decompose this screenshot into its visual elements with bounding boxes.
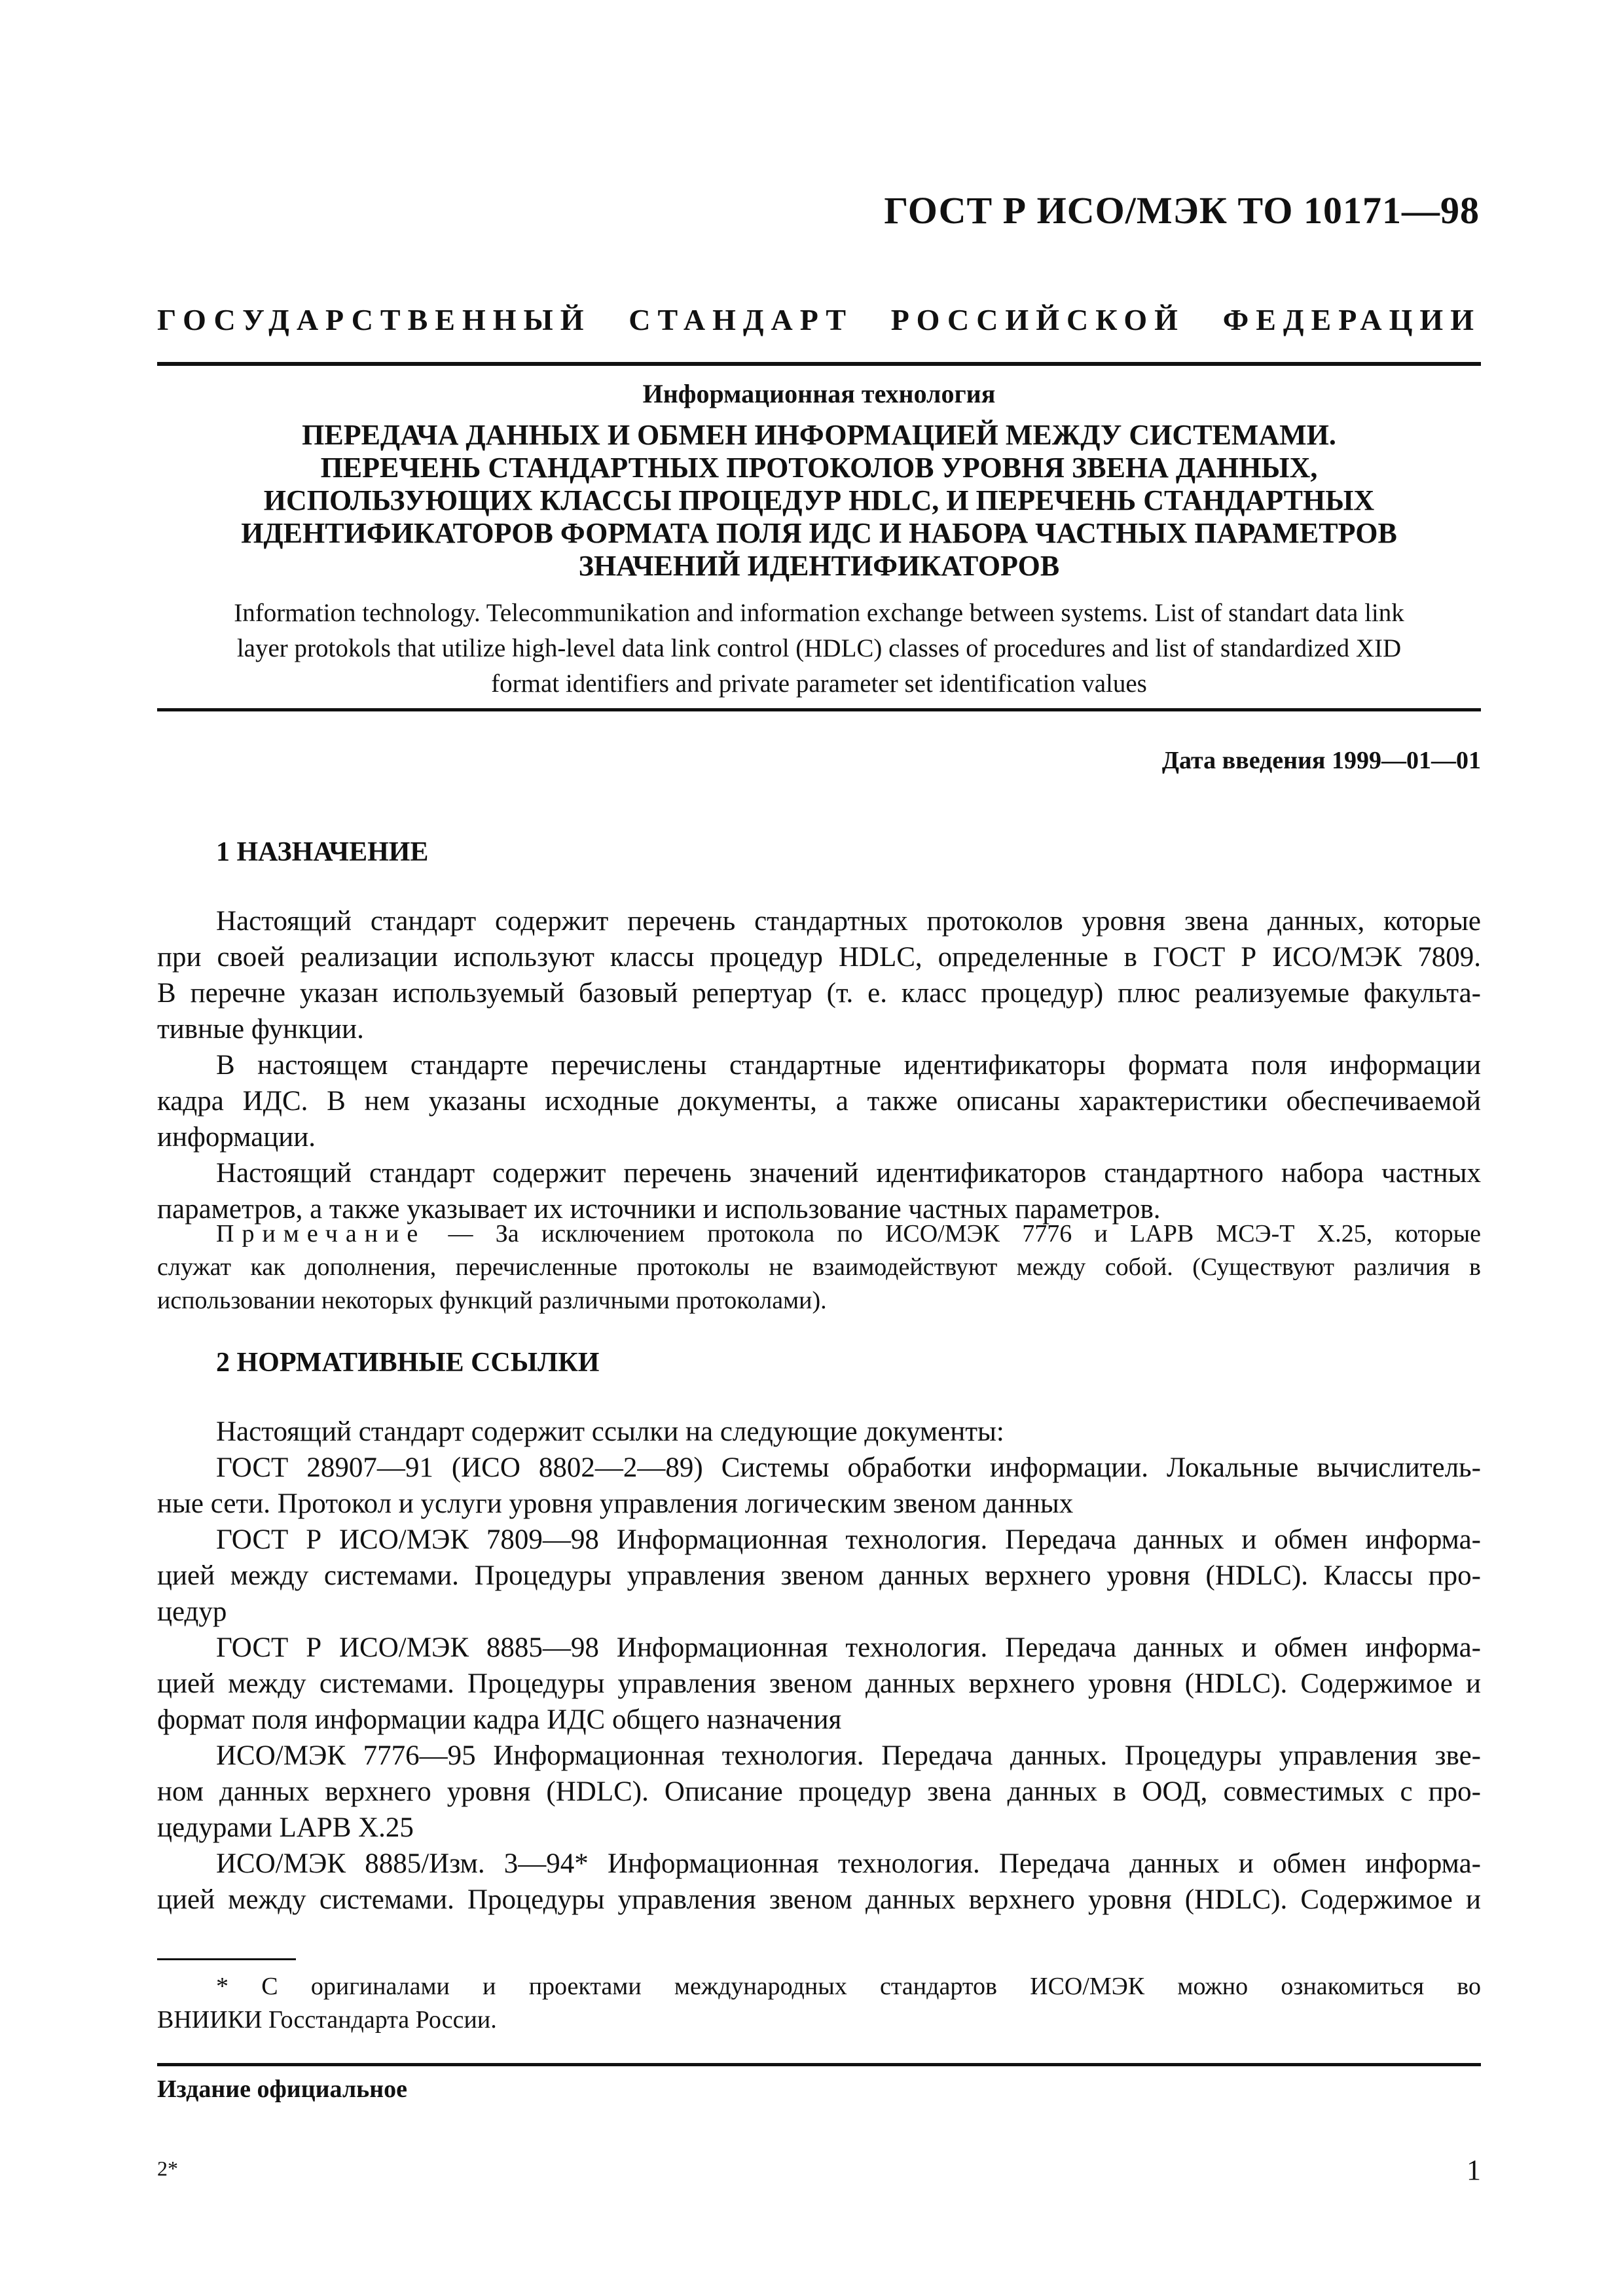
note-line: использовании некоторых функций различными протоколами).	[157, 1287, 827, 1314]
state-banner	[157, 302, 1481, 337]
text-line: информации.	[157, 1122, 316, 1153]
english-title-line: Information technology. Telecommunikation and information exchange between systems. List of standart data link	[234, 599, 1404, 627]
text-line: ИСО/МЭК 7776—95 Информационная технология. Передача данных. Процедуры управления зве-	[216, 1740, 1481, 1771]
text-line: цией между системами. Процедуры управления звеном данных верхнего уровня (HDLC). Содержимое и	[157, 1668, 1481, 1699]
text-line: формат поля информации кадра ИДС общего назначения	[157, 1704, 842, 1735]
page-number: 1	[1467, 2154, 1481, 2186]
title-line: ИДЕНТИФИКАТОРОВ ФОРМАТА ПОЛЯ ИДС И НАБОРА ЧАСТНЫХ ПАРАМЕТРОВ	[241, 517, 1397, 549]
reference-entry	[157, 1522, 1481, 1630]
text-line: ном данных верхнего уровня (HDLC). Описание процедур звена данных в ООД, совместимых с про-	[157, 1776, 1481, 1807]
header-divider	[157, 362, 1481, 366]
title-line: ПЕРЕЧЕНЬ СТАНДАРТНЫХ ПРОТОКОЛОВ УРОВНЯ ЗВЕНА ДАННЫХ,	[320, 452, 1318, 484]
note-label: Примечание	[216, 1220, 426, 1247]
title-divider	[157, 708, 1481, 711]
text-line: Настоящий стандарт содержит перечень стандартных протоколов уровня звена данных, которые	[216, 906, 1481, 937]
document-title	[157, 419, 1481, 583]
paragraph	[157, 1047, 1481, 1155]
text-line: ГОСТ 28907—91 (ИСО 8802—2—89) Системы обработки информации. Локальные вычислитель-	[216, 1452, 1481, 1483]
reference-entry	[157, 1450, 1481, 1522]
note-line: служат как дополнения, перечисленные протоколы не взаимодействуют между собой. (Существуют различия в	[157, 1253, 1481, 1281]
text-line: ГОСТ Р ИСО/МЭК 7809—98 Информационная технология. Передача данных и обмен информа-	[216, 1524, 1481, 1555]
reference-entry	[157, 1630, 1481, 1738]
english-title-line: layer protokols that utilize high-level data link control (HDLC) classes of procedures and list of standardized XID	[236, 634, 1402, 662]
section-heading: 2 НОРМАТИВНЫЕ ССЫЛКИ	[216, 1348, 600, 1378]
title-line: ПЕРЕДАЧА ДАННЫХ И ОБМЕН ИНФОРМАЦИЕЙ МЕЖДУ СИСТЕМАМИ.	[302, 419, 1336, 451]
text-line: тивные функции.	[157, 1014, 364, 1045]
english-title-line: format identifiers and private parameter set identification values	[491, 670, 1147, 698]
reference-entry	[157, 1846, 1481, 1918]
footnote-line: * С оригиналами и проектами международных стандартов ИСО/МЭК можно ознакомиться во	[216, 1973, 1481, 2000]
signature-mark: 2*	[157, 2157, 178, 2180]
note-first-line	[157, 1217, 1481, 1251]
state-banner-word: РОССИЙСКОЙ	[890, 303, 1185, 336]
state-banner-word: ГОСУДАРСТВЕННЫЙ	[157, 303, 591, 336]
text-line: ные сети. Протокол и услуги уровня управления логическим звеном данных	[157, 1488, 1074, 1519]
title-line: ЗНАЧЕНИЙ ИДЕНТИФИКАТОРОВ	[578, 550, 1060, 582]
reference-entry	[157, 1738, 1481, 1846]
text-line: ГОСТ Р ИСО/МЭК 8885—98 Информационная технология. Передача данных и обмен информа-	[216, 1632, 1481, 1663]
footnote-line: ВНИИКИ Госстандарта России.	[157, 2006, 497, 2034]
document-subject: Информационная технология	[642, 379, 996, 408]
section-heading: 1 НАЗНАЧЕНИЕ	[216, 837, 429, 867]
text-line: Настоящий стандарт содержит перечень значений идентификаторов стандартного набора частных	[216, 1158, 1481, 1189]
paragraph	[157, 1414, 1481, 1450]
text-line: параметров, а также указывает их источники и использование частных параметров.	[157, 1194, 1161, 1225]
state-banner-word: ФЕДЕРАЦИИ	[1222, 303, 1481, 336]
note-text: — За исключением протокола по ИСО/МЭК 7776 и LAPB МСЭ-Т X.25, которые	[426, 1220, 1481, 1247]
text-line: В настоящем стандарте перечислены стандартные идентификаторы формата поля информации	[216, 1050, 1481, 1081]
text-line: В перечне указан используемый базовый репертуар (т. е. класс процедур) плюс реализуемые факульта-	[157, 978, 1481, 1009]
text-line: Настоящий стандарт содержит ссылки на следующие документы:	[216, 1416, 1004, 1447]
introduction-date: Дата введения 1999—01—01	[1161, 747, 1481, 774]
footer-divider	[157, 2063, 1481, 2066]
text-line: цией между системами. Процедуры управления звеном данных верхнего уровня (HDLC). Классы про-	[157, 1560, 1481, 1591]
text-line: кадра ИДС. В нем указаны исходные документы, а также описаны характеристики обеспечиваемой	[157, 1086, 1481, 1117]
footnote-divider	[157, 1958, 296, 1960]
text-line: ИСО/МЭК 8885/Изм. 3—94* Информационная технология. Передача данных и обмен информа-	[216, 1848, 1481, 1879]
paragraph	[157, 1155, 1481, 1227]
footnote	[157, 1970, 1481, 2037]
text-line: цией между системами. Процедуры управления звеном данных верхнего уровня (HDLC). Содержимое и	[157, 1884, 1481, 1915]
paragraph	[157, 903, 1481, 1047]
title-line: ИСПОЛЬЗУЮЩИХ КЛАССЫ ПРОЦЕДУР HDLC, И ПЕРЕЧЕНЬ СТАНДАРТНЫХ	[263, 484, 1375, 516]
text-line: цедур	[157, 1596, 227, 1627]
text-line: при своей реализации используют классы процедур HDLC, определенные в ГОСТ Р ИСО/МЭК 7809.	[157, 942, 1481, 973]
note	[157, 1217, 1481, 1318]
gost-number: ГОСТ Р ИСО/МЭК ТО 10171—98	[884, 189, 1480, 232]
english-title	[157, 596, 1481, 702]
text-line: цедурами LAPB X.25	[157, 1812, 414, 1843]
edition-label: Издание официальное	[157, 2075, 408, 2103]
state-banner-word: СТАНДАРТ	[629, 303, 854, 336]
